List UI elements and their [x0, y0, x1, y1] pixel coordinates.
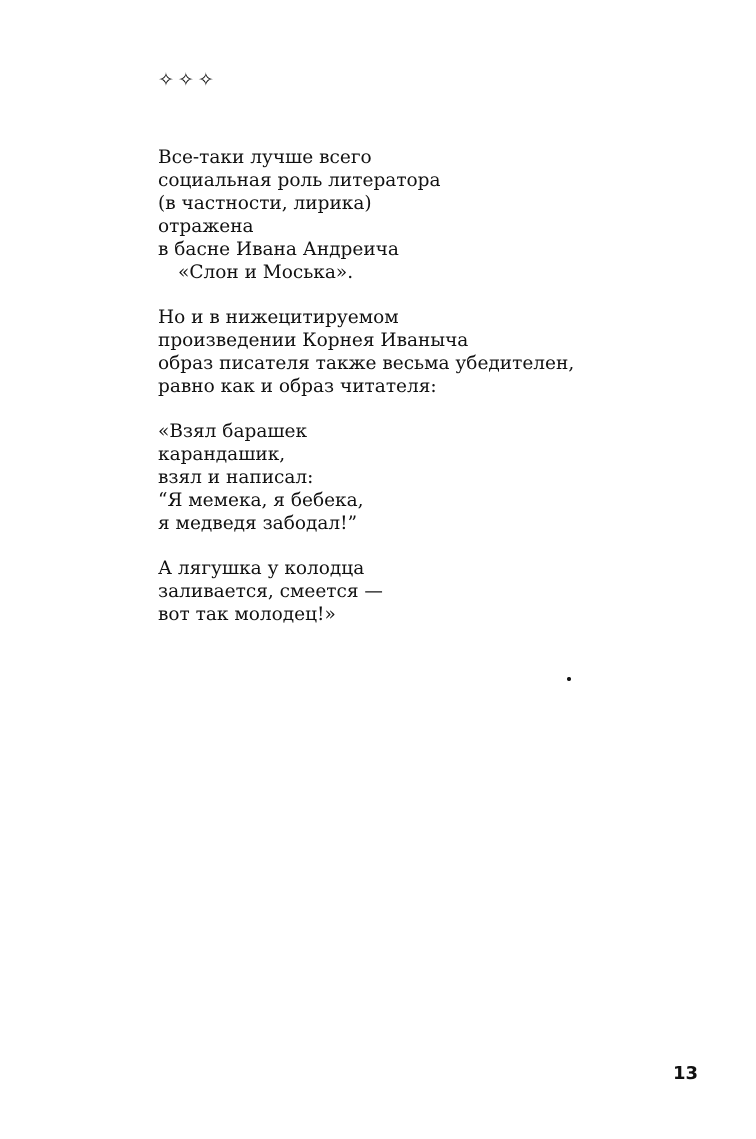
- stray-dot-mark: [567, 677, 571, 681]
- poem-line-indented: «Слон и Моська».: [178, 262, 354, 283]
- poem-line: я медведя забодал!”: [158, 513, 358, 534]
- poem-line: Все-таки лучше всего: [158, 147, 372, 168]
- page-number: 13: [672, 1063, 698, 1084]
- section-ornament: ✧✧✧: [158, 69, 218, 91]
- poem-line: в басне Ивана Андреича: [158, 239, 399, 260]
- poem-line: «Взял барашек: [158, 421, 308, 442]
- poem-line: социальная роль литератора: [158, 170, 441, 191]
- stanza-2: [158, 306, 658, 398]
- poem-line: взял и написал:: [158, 467, 314, 488]
- poem-line: заливается, смеется —: [158, 581, 383, 602]
- poem-line: вот так молодец!»: [158, 604, 336, 625]
- poem-line: произведении Корнея Иваныча: [158, 330, 469, 351]
- poem-line: “Я мемека, я бебека,: [158, 490, 364, 511]
- poem-line: (в частности, лирика): [158, 193, 372, 214]
- stanza-1: [158, 146, 658, 284]
- poem-line: Но и в нижецитируемом: [158, 307, 399, 328]
- poem-line: А лягушка у колодца: [158, 558, 365, 579]
- stanza-3-quote: [158, 420, 658, 535]
- stanza-4-quote: [158, 557, 658, 626]
- poem-body: [158, 146, 658, 648]
- poem-line: отражена: [158, 216, 254, 237]
- poem-line: образ писателя также весьма убедителен,: [158, 353, 575, 374]
- poem-line: карандашик,: [158, 444, 286, 465]
- poem-line: равно как и образ читателя:: [158, 376, 437, 397]
